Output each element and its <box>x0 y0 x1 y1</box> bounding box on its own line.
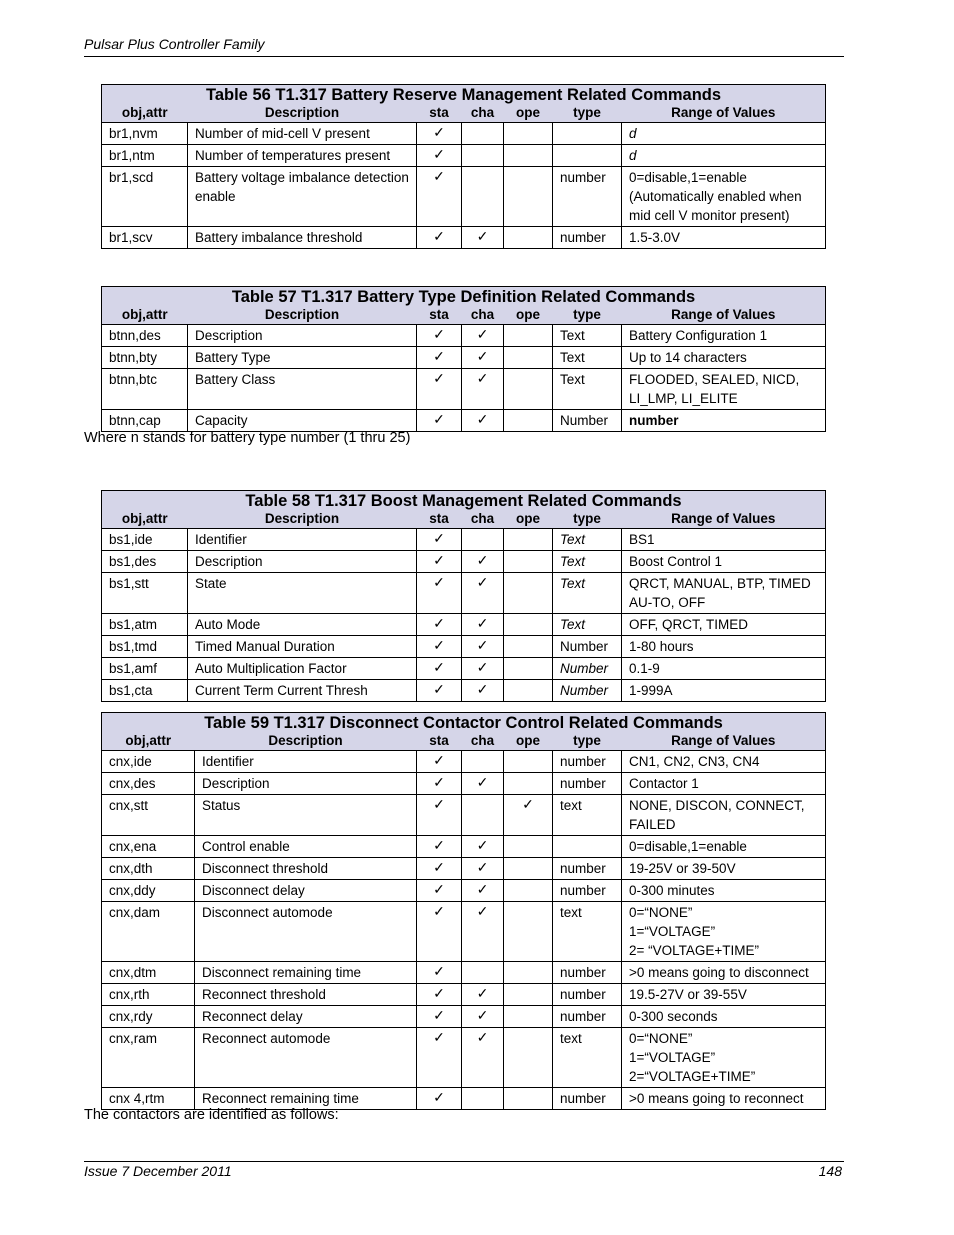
cell-type <box>553 145 622 167</box>
cell-objattr: cnx 4,rtm <box>102 1088 195 1110</box>
check-icon: ✓ <box>462 325 504 347</box>
col-header-range: Range of Values <box>622 510 826 529</box>
check-icon: ✓ <box>462 858 504 880</box>
table-row <box>102 658 826 680</box>
col-header-description: Description <box>188 306 417 325</box>
cell-ope <box>504 680 553 702</box>
cell-range: 0=disable,1=enable (Automatically enabled when mid cell V monitor present) <box>622 167 826 227</box>
check-icon: ✓ <box>462 1028 504 1088</box>
cell-description: Identifier <box>188 529 417 551</box>
col-header-objattr: obj,attr <box>102 510 188 529</box>
check-icon: ✓ <box>417 836 462 858</box>
check-icon: ✓ <box>417 123 462 145</box>
check-icon: ✓ <box>462 658 504 680</box>
cell-ope <box>504 573 553 614</box>
col-header-ope: ope <box>504 306 553 325</box>
table-row <box>102 751 826 773</box>
cell-type: number <box>553 773 622 795</box>
cell-objattr: cnx,stt <box>102 795 195 836</box>
cell-description: Auto Multiplication Factor <box>188 658 417 680</box>
table-59 <box>101 712 826 1110</box>
cell-type: number <box>553 227 622 249</box>
check-icon: ✓ <box>417 167 462 227</box>
cell-ope <box>504 325 553 347</box>
table-row <box>102 858 826 880</box>
cell-type: number <box>553 984 622 1006</box>
table-row <box>102 167 826 227</box>
table-row <box>102 123 826 145</box>
check-icon: ✓ <box>417 325 462 347</box>
check-icon: ✓ <box>417 858 462 880</box>
cell-type: number <box>553 880 622 902</box>
table-57 <box>101 286 826 432</box>
check-icon: ✓ <box>417 227 462 249</box>
check-icon: ✓ <box>417 145 462 167</box>
cell-type: number <box>553 167 622 227</box>
cell-ope <box>504 369 553 410</box>
check-icon: ✓ <box>417 636 462 658</box>
check-icon: ✓ <box>417 880 462 902</box>
cell-range: >0 means going to reconnect <box>622 1088 826 1110</box>
table-59-note: The contactors are identified as follows: <box>84 1107 339 1123</box>
check-icon: ✓ <box>462 551 504 573</box>
cell-type: text <box>553 795 622 836</box>
footer-rule <box>84 1161 844 1162</box>
cell-description: Number of temperatures present <box>188 145 417 167</box>
cell-range: 0=disable,1=enable <box>622 836 826 858</box>
table-title: Table 59 T1.317 Disconnect Contactor Control Related Commands <box>102 713 826 733</box>
cell-range: 1-999A <box>622 680 826 702</box>
cell-range: d <box>622 123 826 145</box>
cell-range: 0=“NONE” 1=“VOLTAGE” 2=“VOLTAGE+TIME” <box>622 1028 826 1088</box>
cell-objattr: bs1,stt <box>102 573 188 614</box>
cell-ope <box>504 858 553 880</box>
cell-description: Description <box>188 325 417 347</box>
cell-objattr: bs1,tmd <box>102 636 188 658</box>
cell-objattr: cnx,dth <box>102 858 195 880</box>
cell-objattr: cnx,des <box>102 773 195 795</box>
table-row <box>102 1028 826 1088</box>
cell-type: Text <box>553 369 622 410</box>
cell-objattr: cnx,ddy <box>102 880 195 902</box>
cell-ope <box>504 614 553 636</box>
cell-description: Reconnect threshold <box>195 984 417 1006</box>
cell-objattr: br1,ntm <box>102 145 188 167</box>
cell-objattr: br1,nvm <box>102 123 188 145</box>
cell-description: Auto Mode <box>188 614 417 636</box>
cell-description: Battery Type <box>188 347 417 369</box>
cell-objattr: cnx,rdy <box>102 1006 195 1028</box>
check-icon: ✓ <box>417 347 462 369</box>
header-rule <box>84 56 844 57</box>
check-icon: ✓ <box>462 984 504 1006</box>
cell-range: OFF, QRCT, TIMED <box>622 614 826 636</box>
cell-description: State <box>188 573 417 614</box>
col-header-type: type <box>553 104 622 123</box>
cell-type <box>553 836 622 858</box>
cell-description: Capacity <box>188 410 417 432</box>
check-icon: ✓ <box>417 410 462 432</box>
cell-objattr: bs1,amf <box>102 658 188 680</box>
cell-type: Number <box>553 680 622 702</box>
cell-description: Number of mid-cell V present <box>188 123 417 145</box>
cell-ope <box>504 1088 553 1110</box>
check-icon: ✓ <box>417 1028 462 1088</box>
cell-cha <box>462 145 504 167</box>
col-header-type: type <box>553 732 622 751</box>
cell-objattr: btnn,bty <box>102 347 188 369</box>
col-header-range: Range of Values <box>622 104 826 123</box>
cell-ope <box>504 227 553 249</box>
table-56 <box>101 84 826 249</box>
cell-range: CN1, CN2, CN3, CN4 <box>622 751 826 773</box>
table-title: Table 57 T1.317 Battery Type Definition Related Commands <box>102 287 826 307</box>
check-icon: ✓ <box>417 369 462 410</box>
col-header-cha: cha <box>462 732 504 751</box>
cell-type: text <box>553 1028 622 1088</box>
table-row <box>102 962 826 984</box>
check-icon: ✓ <box>417 773 462 795</box>
cell-objattr: btnn,cap <box>102 410 188 432</box>
cell-description: Disconnect threshold <box>195 858 417 880</box>
table-row <box>102 636 826 658</box>
cell-range: Battery Configuration 1 <box>622 325 826 347</box>
table-row <box>102 369 826 410</box>
col-header-sta: sta <box>417 732 462 751</box>
check-icon: ✓ <box>462 773 504 795</box>
table-row <box>102 227 826 249</box>
cell-cha <box>462 167 504 227</box>
cell-objattr: bs1,ide <box>102 529 188 551</box>
table-row <box>102 836 826 858</box>
cell-description: Current Term Current Thresh <box>188 680 417 702</box>
cell-ope <box>504 773 553 795</box>
cell-range: FLOODED, SEALED, NICD, LI_LMP, LI_ELITE <box>622 369 826 410</box>
check-icon: ✓ <box>462 573 504 614</box>
cell-objattr: cnx,rth <box>102 984 195 1006</box>
cell-objattr: btnn,des <box>102 325 188 347</box>
cell-range: 19-25V or 39-50V <box>622 858 826 880</box>
cell-range: NONE, DISCON, CONNECT, FAILED <box>622 795 826 836</box>
check-icon: ✓ <box>417 902 462 962</box>
cell-type: number <box>553 1006 622 1028</box>
cell-description: Reconnect remaining time <box>195 1088 417 1110</box>
cell-range: 19.5-27V or 39-55V <box>622 984 826 1006</box>
col-header-ope: ope <box>504 732 553 751</box>
col-header-sta: sta <box>417 306 462 325</box>
cell-range: 1.5-3.0V <box>622 227 826 249</box>
col-header-cha: cha <box>462 104 504 123</box>
check-icon: ✓ <box>417 529 462 551</box>
cell-range: >0 means going to disconnect <box>622 962 826 984</box>
col-header-cha: cha <box>462 306 504 325</box>
col-header-objattr: obj,attr <box>102 104 188 123</box>
cell-ope <box>504 123 553 145</box>
cell-description: Disconnect remaining time <box>195 962 417 984</box>
check-icon: ✓ <box>417 1088 462 1110</box>
table-row <box>102 145 826 167</box>
table-row <box>102 680 826 702</box>
cell-type: Text <box>553 347 622 369</box>
cell-ope <box>504 1006 553 1028</box>
table-row <box>102 902 826 962</box>
running-header: Pulsar Plus Controller Family <box>84 36 265 52</box>
cell-ope <box>504 984 553 1006</box>
cell-ope <box>504 902 553 962</box>
table-row <box>102 1006 826 1028</box>
cell-ope <box>504 880 553 902</box>
cell-range: 0.1-9 <box>622 658 826 680</box>
cell-type: number <box>553 751 622 773</box>
cell-ope <box>504 410 553 432</box>
table-row <box>102 410 826 432</box>
cell-range: BS1 <box>622 529 826 551</box>
cell-objattr: cnx,dtm <box>102 962 195 984</box>
col-header-objattr: obj,attr <box>102 306 188 325</box>
check-icon: ✓ <box>462 347 504 369</box>
table-row <box>102 880 826 902</box>
table-row <box>102 984 826 1006</box>
table-row <box>102 529 826 551</box>
col-header-sta: sta <box>417 510 462 529</box>
cell-description: Status <box>195 795 417 836</box>
cell-ope <box>504 167 553 227</box>
table-row <box>102 795 826 836</box>
cell-ope <box>504 636 553 658</box>
table-row <box>102 325 826 347</box>
col-header-range: Range of Values <box>622 732 826 751</box>
cell-ope <box>504 529 553 551</box>
col-header-ope: ope <box>504 104 553 123</box>
check-icon: ✓ <box>417 751 462 773</box>
cell-description: Timed Manual Duration <box>188 636 417 658</box>
cell-description: Battery imbalance threshold <box>188 227 417 249</box>
cell-description: Disconnect automode <box>195 902 417 962</box>
check-icon: ✓ <box>417 795 462 836</box>
cell-type: Number <box>553 410 622 432</box>
cell-ope <box>504 836 553 858</box>
table-row <box>102 573 826 614</box>
col-header-range: Range of Values <box>622 306 826 325</box>
check-icon: ✓ <box>462 227 504 249</box>
cell-range: Up to 14 characters <box>622 347 826 369</box>
cell-objattr: bs1,des <box>102 551 188 573</box>
check-icon: ✓ <box>417 1006 462 1028</box>
col-header-objattr: obj,attr <box>102 732 195 751</box>
cell-ope <box>504 751 553 773</box>
cell-ope <box>504 962 553 984</box>
col-header-description: Description <box>188 510 417 529</box>
cell-type: Text <box>553 573 622 614</box>
cell-type: number <box>553 858 622 880</box>
cell-range: Contactor 1 <box>622 773 826 795</box>
cell-ope <box>504 347 553 369</box>
cell-type: Number <box>553 658 622 680</box>
cell-description: Disconnect delay <box>195 880 417 902</box>
cell-objattr: bs1,atm <box>102 614 188 636</box>
col-header-description: Description <box>188 104 417 123</box>
table-row <box>102 614 826 636</box>
check-icon: ✓ <box>417 614 462 636</box>
cell-description: Battery Class <box>188 369 417 410</box>
cell-range: 0-300 seconds <box>622 1006 826 1028</box>
cell-objattr: cnx,ena <box>102 836 195 858</box>
cell-type: Text <box>553 614 622 636</box>
cell-range: QRCT, MANUAL, BTP, TIMED AU-TO, OFF <box>622 573 826 614</box>
cell-objattr: cnx,ram <box>102 1028 195 1088</box>
check-icon: ✓ <box>504 795 553 836</box>
cell-objattr: bs1,cta <box>102 680 188 702</box>
cell-type: text <box>553 902 622 962</box>
table-title: Table 56 T1.317 Battery Reserve Management Related Commands <box>102 85 826 105</box>
cell-description: Control enable <box>195 836 417 858</box>
table-row <box>102 347 826 369</box>
cell-range: 0=“NONE” 1=“VOLTAGE” 2= “VOLTAGE+TIME” <box>622 902 826 962</box>
check-icon: ✓ <box>462 636 504 658</box>
cell-range: d <box>622 145 826 167</box>
cell-cha <box>462 529 504 551</box>
col-header-cha: cha <box>462 510 504 529</box>
cell-cha <box>462 123 504 145</box>
check-icon: ✓ <box>462 1006 504 1028</box>
footer-issue: Issue 7 December 2011 <box>84 1163 232 1179</box>
cell-description: Battery voltage imbalance detection enable <box>188 167 417 227</box>
table-57-note: Where n stands for battery type number (1 thru 25) <box>84 430 411 446</box>
check-icon: ✓ <box>462 880 504 902</box>
table-title: Table 58 T1.317 Boost Management Related Commands <box>102 491 826 511</box>
cell-ope <box>504 1028 553 1088</box>
cell-range: Boost Control 1 <box>622 551 826 573</box>
cell-ope <box>504 658 553 680</box>
col-header-type: type <box>553 510 622 529</box>
cell-type: number <box>553 1088 622 1110</box>
cell-type: number <box>553 962 622 984</box>
cell-description: Reconnect automode <box>195 1028 417 1088</box>
cell-type: Text <box>553 325 622 347</box>
cell-range: 1-80 hours <box>622 636 826 658</box>
cell-objattr: cnx,ide <box>102 751 195 773</box>
cell-description: Reconnect delay <box>195 1006 417 1028</box>
cell-type <box>553 123 622 145</box>
cell-objattr: cnx,dam <box>102 902 195 962</box>
cell-ope <box>504 551 553 573</box>
cell-type: Text <box>553 551 622 573</box>
cell-objattr: btnn,btc <box>102 369 188 410</box>
table-row <box>102 551 826 573</box>
check-icon: ✓ <box>417 551 462 573</box>
col-header-sta: sta <box>417 104 462 123</box>
check-icon: ✓ <box>462 614 504 636</box>
check-icon: ✓ <box>417 984 462 1006</box>
cell-objattr: br1,scv <box>102 227 188 249</box>
cell-description: Identifier <box>195 751 417 773</box>
cell-cha <box>462 795 504 836</box>
check-icon: ✓ <box>462 410 504 432</box>
cell-range: 0-300 minutes <box>622 880 826 902</box>
cell-type: Text <box>553 529 622 551</box>
col-header-description: Description <box>195 732 417 751</box>
cell-description: Description <box>195 773 417 795</box>
col-header-ope: ope <box>504 510 553 529</box>
check-icon: ✓ <box>462 369 504 410</box>
check-icon: ✓ <box>462 902 504 962</box>
cell-type: Number <box>553 636 622 658</box>
cell-cha <box>462 751 504 773</box>
check-icon: ✓ <box>462 680 504 702</box>
check-icon: ✓ <box>462 836 504 858</box>
cell-cha <box>462 1088 504 1110</box>
table-58 <box>101 490 826 702</box>
cell-range: number <box>622 410 826 432</box>
check-icon: ✓ <box>417 680 462 702</box>
check-icon: ✓ <box>417 962 462 984</box>
check-icon: ✓ <box>417 573 462 614</box>
cell-ope <box>504 145 553 167</box>
check-icon: ✓ <box>417 658 462 680</box>
table-row <box>102 773 826 795</box>
page-number: 148 <box>818 1163 842 1179</box>
cell-description: Description <box>188 551 417 573</box>
cell-cha <box>462 962 504 984</box>
col-header-type: type <box>553 306 622 325</box>
cell-objattr: br1,scd <box>102 167 188 227</box>
